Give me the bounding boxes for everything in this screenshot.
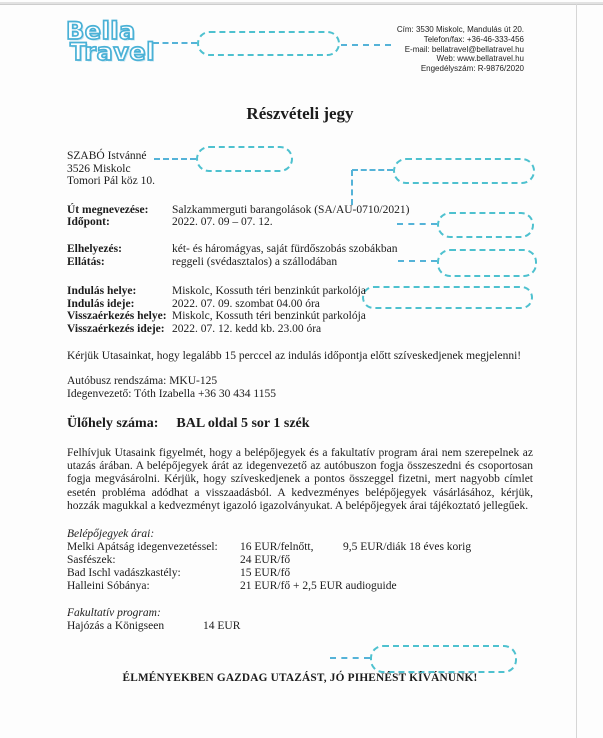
logo-line2: Travel bbox=[70, 38, 155, 66]
detail-row-tour-name bbox=[67, 204, 533, 217]
detail-label: Indulás ideje: bbox=[67, 297, 135, 310]
recipient-address-block bbox=[67, 150, 533, 188]
contact-web: Web: www.bellatravel.hu bbox=[436, 54, 524, 64]
tour-details-group bbox=[67, 204, 533, 229]
detail-label: Indulás helye: bbox=[67, 285, 137, 298]
closing-wish-line: ÉLMÉNYEKBEN GAZDAG UTAZÁST, JÓ PIHENÉST KÍVÁNUNK! bbox=[122, 671, 478, 684]
detail-value: 2022. 07. 09. szombat 04.00 óra bbox=[172, 297, 320, 310]
price-row-hallein bbox=[67, 580, 533, 593]
price-row-melk bbox=[67, 541, 533, 554]
contact-address: Cím: 3530 Miskolc, Mandulás út 20. bbox=[396, 25, 524, 34]
accommodation-details-group bbox=[67, 243, 533, 268]
price-label: Melki Apátság idegenvezetéssel: bbox=[67, 540, 218, 553]
seat-assignment-heading bbox=[67, 418, 533, 431]
seat-label: Ülőhely száma: bbox=[67, 416, 159, 432]
optional-program-item: Hajózás a Königseen bbox=[67, 619, 165, 632]
detail-value: 2022. 07. 09 – 07. 12. bbox=[172, 216, 273, 229]
optional-program-section bbox=[67, 607, 533, 633]
detail-value: reggeli (svédasztalos) a szállodában bbox=[172, 255, 338, 268]
departure-details-group bbox=[67, 285, 533, 335]
price-label: Sasfészek: bbox=[67, 553, 116, 566]
detail-row-return-place bbox=[67, 310, 533, 323]
arrival-notice-paragraph: Kérjük Utasainkat, hogy legalább 15 perccel az indulás időpontja előtt szíveskedjenek megjelenni! bbox=[67, 349, 522, 362]
detail-row-meals bbox=[67, 256, 533, 269]
detail-row-return-time bbox=[67, 323, 533, 336]
price-row-bad-ischl bbox=[67, 567, 533, 580]
recipient-name: SZABÓ Istvánné bbox=[67, 150, 147, 162]
price-value: 24 EUR/fő bbox=[240, 553, 291, 566]
ticket-prices-heading: Belépőjegyek árai: bbox=[67, 527, 155, 540]
optional-program-heading: Fakultatív program: bbox=[67, 606, 161, 619]
optional-program-price: 14 EUR bbox=[203, 619, 241, 632]
detail-value: Miskolc, Kossuth téri benzinkút parkolója bbox=[172, 285, 366, 298]
logo-line1: Bella bbox=[66, 17, 136, 45]
bus-plate-line: Autóbusz rendszáma: MKU-125 bbox=[67, 375, 218, 388]
price-value: 15 EUR/fő bbox=[240, 566, 291, 579]
detail-label: Visszaérkezés helye: bbox=[67, 310, 167, 323]
ticket-prices-section bbox=[67, 528, 533, 593]
price-label: Halleini Sóbánya: bbox=[67, 579, 150, 592]
price-label: Bad Ischl vadászkastély: bbox=[67, 566, 181, 579]
recipient-city: 3526 Miskolc bbox=[67, 162, 131, 175]
contact-email: E-mail: bellatravel@bellatravel.hu bbox=[404, 44, 524, 54]
price-value-secondary: 9,5 EUR/diák 18 éves korig bbox=[343, 540, 472, 553]
detail-value: Salzkammerguti barangolások (SA/AU-0710/2021) bbox=[172, 203, 410, 216]
page-right-edge bbox=[576, 4, 577, 738]
detail-row-departure-place bbox=[67, 285, 533, 298]
detail-row-lodging bbox=[67, 243, 533, 256]
detail-label: Időpont: bbox=[67, 216, 110, 229]
document-body bbox=[67, 0, 533, 685]
contact-phone: Telefon/fax: +36-46-333-456 bbox=[423, 34, 524, 44]
seat-value: BAL oldal 5 sor 1 szék bbox=[176, 416, 310, 432]
detail-row-date bbox=[67, 216, 533, 229]
price-value: 21 EUR/fő + 2,5 EUR audioguide bbox=[240, 579, 397, 592]
recipient-street: Tomori Pál köz 10. bbox=[67, 175, 155, 188]
detail-value: Miskolc, Kossuth téri benzinkút parkolója bbox=[172, 310, 366, 323]
bus-info-block bbox=[67, 375, 533, 400]
detail-row-departure-time bbox=[67, 298, 533, 311]
ticket-info-paragraph: Felhívjuk Utasaink figyelmét, hogy a belépőjegyek és a fakultatív program árai nem szerepelnek az utazás árában. A belépőjegyek árát az idegenvezető az autóbuszon fogja összeszedni és csoportosan fogja megvásárolni. Kérjük, hogy szíveskedjenek a pontos összeggel fizetni, mert nagyobb címlet esetén probléma adódhat a visszaadásból. A kedvezményes belépőjegyek vásárlásához, kérjük, hozzák magukkal a kedvezményt igazoló igazolványukat. A belépőjegyek árai tájékoztató jellegűek. bbox=[67, 446, 533, 512]
detail-label: Visszaérkezés ideje: bbox=[67, 322, 165, 335]
detail-label: Ellátás: bbox=[67, 255, 105, 268]
price-value: 16 EUR/felnőtt, bbox=[240, 540, 314, 553]
page-title: Részvételi jegy bbox=[246, 104, 354, 123]
contact-license: Engedélyszám: R-9876/2020 bbox=[420, 64, 524, 74]
detail-value: 2022. 07. 12. kedd kb. 23.00 óra bbox=[172, 322, 322, 335]
bus-guide-line: Idegenvezető: Tóth Izabella +36 30 434 1155 bbox=[67, 387, 276, 400]
price-row-eagles-nest bbox=[67, 554, 533, 567]
detail-label: Út megnevezése: bbox=[67, 203, 149, 216]
optional-program-row bbox=[67, 620, 533, 633]
detail-label: Elhelyezés: bbox=[67, 242, 122, 255]
detail-value: két- és háromágyas, saját fürdőszobás szobákban bbox=[172, 242, 398, 255]
